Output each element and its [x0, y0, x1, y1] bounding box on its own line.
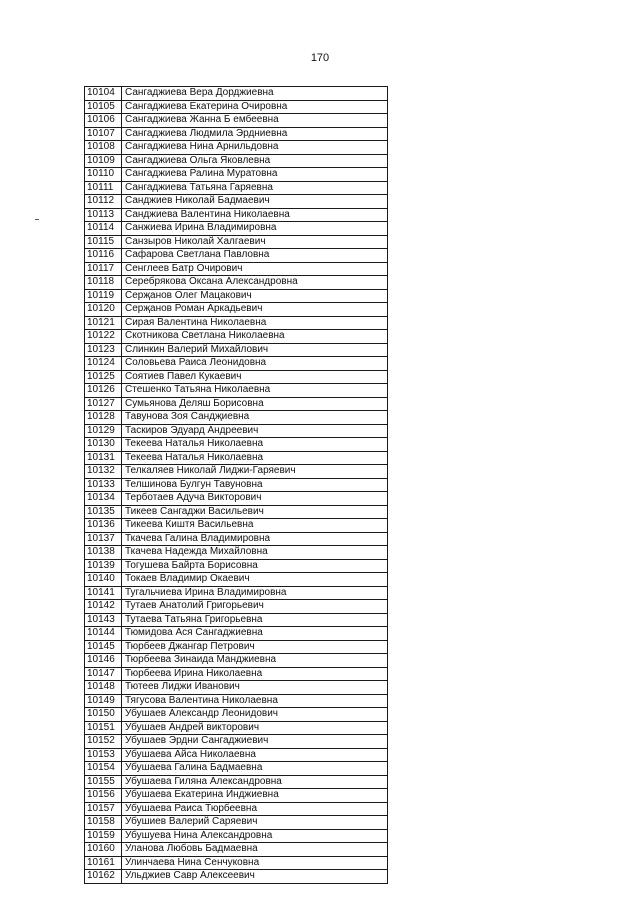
person-name-cell: Тикеева Киштя Васильевна [122, 519, 388, 533]
person-name-cell: Санджиев Николай Бадмаевич [122, 195, 388, 209]
table-row [85, 640, 388, 654]
record-number-cell: 10117 [85, 262, 122, 276]
record-number-cell: 10113 [85, 208, 122, 222]
record-number-cell: 10125 [85, 370, 122, 384]
record-number-cell: 10160 [85, 843, 122, 857]
table-row [85, 330, 388, 344]
person-name-cell: Сангаджиева Екатерина Очировна [122, 100, 388, 114]
person-name-cell: Убушаева Екатерина Инджиевна [122, 789, 388, 803]
record-number-cell: 10154 [85, 762, 122, 776]
table-row [85, 816, 388, 830]
record-number-cell: 10116 [85, 249, 122, 263]
table-row [85, 303, 388, 317]
record-number-cell: 10139 [85, 559, 122, 573]
table-row [85, 586, 388, 600]
person-name-cell: Токаев Владимир Окаевич [122, 573, 388, 587]
table-row [85, 141, 388, 155]
person-name-cell: Сангаджиева Нина Арнильдовна [122, 141, 388, 155]
person-name-cell: Соятиев Павел Кукаевич [122, 370, 388, 384]
record-number-cell: 10122 [85, 330, 122, 344]
table-row [85, 289, 388, 303]
person-name-cell: Убушиев Валерий Саряевич [122, 816, 388, 830]
table-row [85, 276, 388, 290]
table-row [85, 667, 388, 681]
record-number-cell: 10128 [85, 411, 122, 425]
table-row [85, 627, 388, 641]
record-number-cell: 10147 [85, 667, 122, 681]
person-name-cell: Ткачева Галина Владимировна [122, 532, 388, 546]
table-row [85, 168, 388, 182]
record-number-cell: 10124 [85, 357, 122, 371]
table-row [85, 708, 388, 722]
record-number-cell: 10141 [85, 586, 122, 600]
person-name-cell: Текеева Наталья Николаевна [122, 451, 388, 465]
table-row [85, 519, 388, 533]
table-row [85, 802, 388, 816]
record-number-cell: 10145 [85, 640, 122, 654]
record-number-cell: 10146 [85, 654, 122, 668]
record-number-cell: 10158 [85, 816, 122, 830]
table-row [85, 195, 388, 209]
record-number-cell: 10107 [85, 127, 122, 141]
record-number-cell: 10110 [85, 168, 122, 182]
table-row [85, 843, 388, 857]
table-row [85, 411, 388, 425]
table-row [85, 856, 388, 870]
table-row [85, 478, 388, 492]
person-name-cell: Уланова Любовь Бадмаевна [122, 843, 388, 857]
record-number-cell: 10123 [85, 343, 122, 357]
record-number-cell: 10134 [85, 492, 122, 506]
record-number-cell: 10157 [85, 802, 122, 816]
table-row [85, 870, 388, 884]
table-row [85, 208, 388, 222]
person-name-cell: Тюмидова Ася Сангаджиевна [122, 627, 388, 641]
stray-scan-mark [35, 219, 39, 220]
table-row [85, 559, 388, 573]
table-row [85, 721, 388, 735]
person-name-cell: Сенглеев Батр Очирович [122, 262, 388, 276]
record-number-cell: 10143 [85, 613, 122, 627]
roster-table [84, 86, 388, 884]
record-number-cell: 10112 [85, 195, 122, 209]
table-row [85, 613, 388, 627]
person-name-cell: Санджиева Валентина Николаевна [122, 208, 388, 222]
person-name-cell: Сангаджиева Татьяна Гаряевна [122, 181, 388, 195]
record-number-cell: 10149 [85, 694, 122, 708]
record-number-cell: 10153 [85, 748, 122, 762]
table-row [85, 100, 388, 114]
person-name-cell: Серҗанов Олег Мацакович [122, 289, 388, 303]
record-number-cell: 10137 [85, 532, 122, 546]
table-row [85, 762, 388, 776]
table-row [85, 654, 388, 668]
person-name-cell: Сангаджиева Ралина Муратовна [122, 168, 388, 182]
record-number-cell: 10132 [85, 465, 122, 479]
record-number-cell: 10159 [85, 829, 122, 843]
record-number-cell: 10161 [85, 856, 122, 870]
person-name-cell: Сангаджиева Ольга Яковлевна [122, 154, 388, 168]
person-name-cell: Тугальчиева Ирина Владимировна [122, 586, 388, 600]
table-row [85, 532, 388, 546]
person-name-cell: Серебрякова Оксана Александровна [122, 276, 388, 290]
record-number-cell: 10127 [85, 397, 122, 411]
record-number-cell: 10121 [85, 316, 122, 330]
table-row [85, 573, 388, 587]
record-number-cell: 10150 [85, 708, 122, 722]
person-name-cell: Улинчаева Нина Сенчуковна [122, 856, 388, 870]
table-row [85, 316, 388, 330]
record-number-cell: 10130 [85, 438, 122, 452]
table-row [85, 127, 388, 141]
record-number-cell: 10111 [85, 181, 122, 195]
record-number-cell: 10119 [85, 289, 122, 303]
table-row [85, 87, 388, 101]
table-row [85, 154, 388, 168]
person-name-cell: Тутаев Анатолий Григорьевич [122, 600, 388, 614]
table-row [85, 789, 388, 803]
record-number-cell: 10104 [85, 87, 122, 101]
person-name-cell: Убушаева Гиляна Александровна [122, 775, 388, 789]
table-row [85, 600, 388, 614]
record-number-cell: 10133 [85, 478, 122, 492]
record-number-cell: 10129 [85, 424, 122, 438]
person-name-cell: Тогушева Байрта Борисовна [122, 559, 388, 573]
person-name-cell: Текеева Наталья Николаевна [122, 438, 388, 452]
person-name-cell: Убушаев Андрей викторович [122, 721, 388, 735]
person-name-cell: Серҗанов Роман Аркадьевич [122, 303, 388, 317]
record-number-cell: 10140 [85, 573, 122, 587]
person-name-cell: Соловьева Раиса Леонидовна [122, 357, 388, 371]
record-number-cell: 10105 [85, 100, 122, 114]
table-row [85, 343, 388, 357]
table-row [85, 735, 388, 749]
record-number-cell: 10136 [85, 519, 122, 533]
record-number-cell: 10144 [85, 627, 122, 641]
person-name-cell: Тюрбеева Ирина Николаевна [122, 667, 388, 681]
record-number-cell: 10162 [85, 870, 122, 884]
table-row [85, 222, 388, 236]
record-number-cell: 10135 [85, 505, 122, 519]
table-row [85, 181, 388, 195]
person-name-cell: Сумьянова Деляш Борисовна [122, 397, 388, 411]
table-row [85, 424, 388, 438]
table-row [85, 397, 388, 411]
table-row [85, 694, 388, 708]
person-name-cell: Скотникова Светлана Николаевна [122, 330, 388, 344]
record-number-cell: 10120 [85, 303, 122, 317]
person-name-cell: Телшинова Булгун Тавуновна [122, 478, 388, 492]
person-name-cell: Тутаева Татьяна Григорьевна [122, 613, 388, 627]
table-row [85, 681, 388, 695]
record-number-cell: 10126 [85, 384, 122, 398]
table-row [85, 262, 388, 276]
person-name-cell: Санжиева Ирина Владимировна [122, 222, 388, 236]
person-name-cell: Сирая Валентина Николаевна [122, 316, 388, 330]
record-number-cell: 10151 [85, 721, 122, 735]
person-name-cell: Ульджиев Савр Алексеевич [122, 870, 388, 884]
person-name-cell: Терботаев Адуча Викторович [122, 492, 388, 506]
person-name-cell: Сафарова Светлана Павловна [122, 249, 388, 263]
person-name-cell: Сангаджиева Людмила Эрдниевна [122, 127, 388, 141]
record-number-cell: 10148 [85, 681, 122, 695]
person-name-cell: Телкаляев Николай Лиджи-Гаряевич [122, 465, 388, 479]
person-name-cell: Ткачева Надежда Михайловна [122, 546, 388, 560]
person-name-cell: Тавунова Зоя Сандҗиевна [122, 411, 388, 425]
person-name-cell: Слинкин Валерий Михайлович [122, 343, 388, 357]
record-number-cell: 10142 [85, 600, 122, 614]
record-number-cell: 10155 [85, 775, 122, 789]
table-row [85, 748, 388, 762]
person-name-cell: Сангаджиева Вера Дорджиевна [122, 87, 388, 101]
record-number-cell: 10118 [85, 276, 122, 290]
record-number-cell: 10108 [85, 141, 122, 155]
table-row [85, 492, 388, 506]
record-number-cell: 10131 [85, 451, 122, 465]
person-name-cell: Убушаев Александр Леонидович [122, 708, 388, 722]
person-name-cell: Тютеев Лиджи Иванович [122, 681, 388, 695]
table-row [85, 370, 388, 384]
person-name-cell: Убушаева Айса Николаевна [122, 748, 388, 762]
table-row [85, 384, 388, 398]
record-number-cell: 10114 [85, 222, 122, 236]
person-name-cell: Стешенко Татьяна Николаевна [122, 384, 388, 398]
person-name-cell: Тюрбеев Джангар Петрович [122, 640, 388, 654]
table-row [85, 114, 388, 128]
table-row [85, 775, 388, 789]
person-name-cell: Убушуева Нина Александровна [122, 829, 388, 843]
person-name-cell: Санзыров Николай Халгаевич [122, 235, 388, 249]
record-number-cell: 10138 [85, 546, 122, 560]
person-name-cell: Убушаева Раиса Тюрбеевна [122, 802, 388, 816]
roster-table-body [85, 87, 388, 884]
page-number: 170 [310, 52, 330, 64]
table-row [85, 546, 388, 560]
person-name-cell: Таскиров Эдуард Андреевич [122, 424, 388, 438]
record-number-cell: 10152 [85, 735, 122, 749]
record-number-cell: 10115 [85, 235, 122, 249]
table-row [85, 438, 388, 452]
person-name-cell: Сангаджиева Жанна Б ембеевна [122, 114, 388, 128]
table-row [85, 357, 388, 371]
table-row [85, 505, 388, 519]
table-row [85, 451, 388, 465]
person-name-cell: Убушаева Галина Бадмаевна [122, 762, 388, 776]
person-name-cell: Тягусова Валентина Николаевна [122, 694, 388, 708]
record-number-cell: 10109 [85, 154, 122, 168]
table-row [85, 465, 388, 479]
table-row [85, 249, 388, 263]
table-row [85, 235, 388, 249]
person-name-cell: Тюрбеева Зинаида Манджиевна [122, 654, 388, 668]
table-row [85, 829, 388, 843]
record-number-cell: 10106 [85, 114, 122, 128]
record-number-cell: 10156 [85, 789, 122, 803]
person-name-cell: Тикеев Сангаджи Васильевич [122, 505, 388, 519]
person-name-cell: Убушаев Эрдни Сангаджиевич [122, 735, 388, 749]
